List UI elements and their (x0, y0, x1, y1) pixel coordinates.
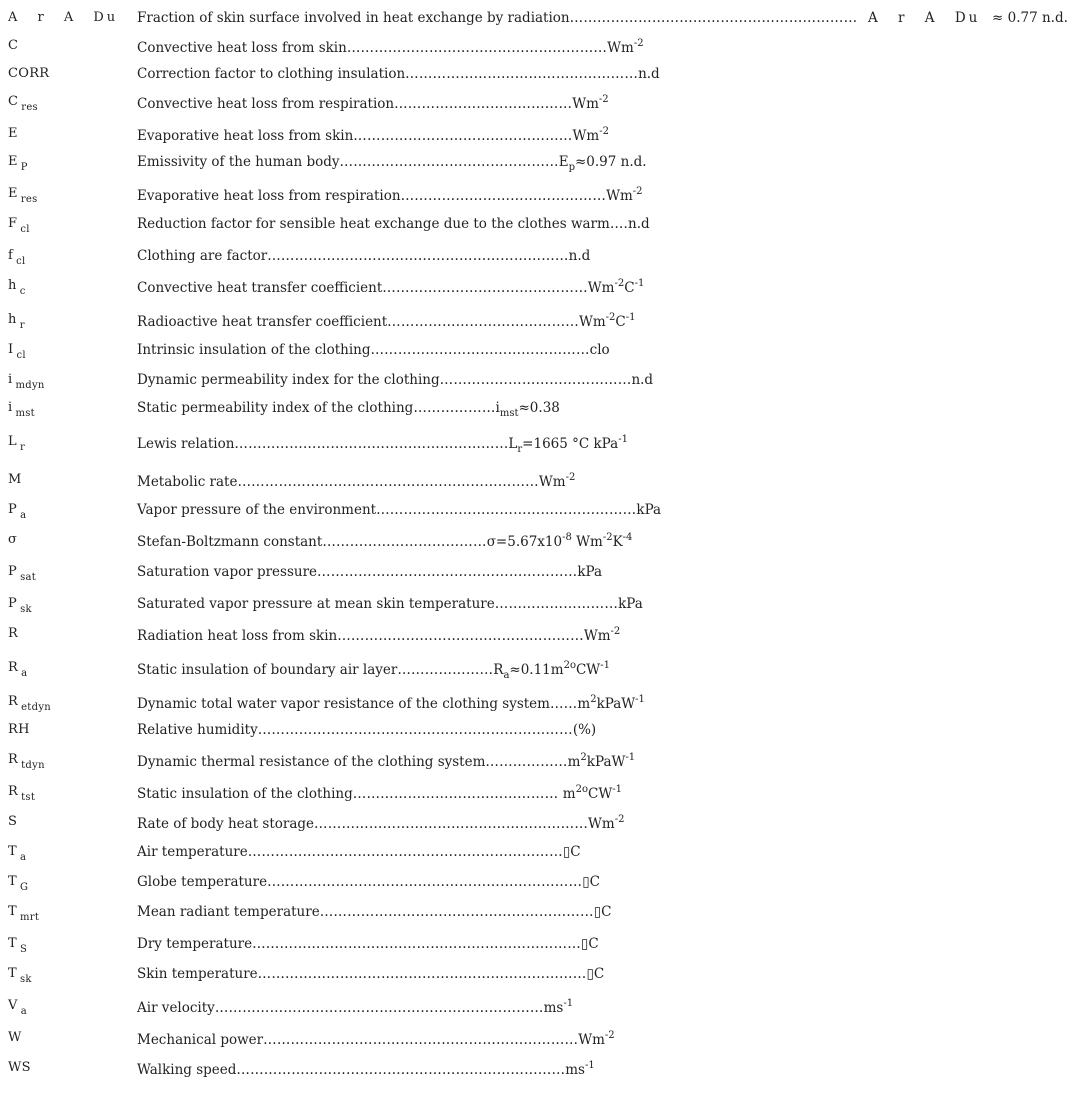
description-text: Dry temperature (137, 936, 253, 952)
description-text: Saturation vapor pressure (137, 564, 318, 580)
unit: $Wm^{-2}$ (588, 814, 625, 832)
description (137, 94, 609, 112)
nomenclature-row (0, 782, 1079, 808)
description-text: Static permeability index of the clothing (137, 400, 414, 416)
unit: $m^2kPaW^{-1}$ (577, 694, 645, 712)
description-text: Correction factor to clothing insulation (137, 66, 406, 82)
symbol (8, 998, 27, 1017)
symbol-main: i (8, 372, 13, 387)
description (137, 844, 581, 860)
nomenclature-row (0, 370, 1079, 396)
unit: $E_p\approx 0.97$ n.d. (558, 154, 647, 173)
nomenclature-row (0, 214, 1079, 240)
nomenclature-row (0, 64, 1079, 90)
description-text: Clothing are factor (137, 248, 268, 264)
symbol (8, 784, 36, 803)
description (137, 596, 643, 612)
leader-dots: …………………………………………………………… (263, 1032, 579, 1048)
symbol-subscript: c (19, 286, 26, 297)
symbol-main: W (8, 1030, 22, 1045)
symbol-subscript: mst (15, 408, 36, 419)
description (137, 904, 611, 920)
nomenclature-row (0, 8, 1079, 34)
symbol (8, 814, 17, 829)
symbol-main: R (8, 784, 19, 799)
description-text: Evaporative heat loss from respiration (137, 188, 401, 204)
description (137, 10, 857, 26)
unit-exponent: -2 (599, 126, 609, 137)
symbol (8, 660, 28, 679)
symbol (8, 722, 30, 737)
description-text: Saturated vapor pressure at mean skin temperature (137, 596, 495, 612)
symbol-main: P (8, 596, 18, 611)
description-text: Static insulation of boundary air layer (137, 662, 398, 678)
description-text: Radiation heat loss from skin (137, 628, 338, 644)
symbol-subscript: sat (20, 572, 37, 583)
symbol (8, 904, 40, 923)
symbol-main: E (8, 154, 18, 169)
unit: n.d (638, 66, 660, 82)
description (137, 998, 573, 1016)
unit: n.d (628, 216, 650, 232)
symbol-main: h (8, 278, 17, 293)
unit: $Wm^{-2}$ (606, 186, 643, 204)
description-text: Air temperature (137, 844, 248, 860)
symbol (8, 342, 26, 361)
leader-dots: …………………………………………………… (319, 904, 594, 920)
symbol-subscript: a (20, 1006, 27, 1017)
symbol-subscript: a (20, 510, 27, 521)
nomenclature-row (0, 996, 1079, 1022)
leader-dots: ……………………………………………… (337, 628, 584, 644)
nomenclature-row (0, 152, 1079, 178)
description (137, 248, 590, 264)
nomenclature-row (0, 340, 1079, 366)
symbol-main: P (8, 564, 18, 579)
description-text: Vapor pressure of the environment (137, 502, 377, 518)
symbol (8, 66, 49, 81)
leader-dots: ……………………… (494, 596, 619, 612)
leader-dots: ………………………………………… (370, 342, 590, 358)
symbol-main: h (8, 312, 17, 327)
description (137, 814, 624, 832)
symbol-main: σ (8, 532, 18, 547)
symbol (8, 752, 45, 771)
description-text: Relative humidity (137, 722, 258, 738)
symbol-subscript: a (19, 852, 27, 863)
symbol (8, 94, 38, 113)
description (137, 472, 575, 490)
nomenclature-row (0, 692, 1079, 718)
symbol (8, 532, 17, 547)
symbol-subscript: P (20, 162, 28, 173)
unit-exponent: -2 (598, 94, 609, 105)
leader-dots: …………………………………………………… (314, 816, 589, 832)
description (137, 38, 644, 56)
unit: kPa (577, 564, 603, 580)
leader-dots: ………………………………………………… (317, 564, 578, 580)
description (137, 216, 650, 232)
leader-dots: ……………… (413, 400, 496, 416)
leader-dots: …………………………………… (439, 372, 632, 388)
unit: kPa (636, 502, 662, 518)
unit: ▯C (580, 936, 599, 952)
leader-dots: ………………………………………… (339, 154, 559, 170)
symbol-main: P (8, 502, 18, 517)
description (137, 278, 644, 296)
unit: $Wm^{-2}C^{-1}$ (587, 278, 645, 296)
description (137, 752, 635, 770)
description (137, 936, 599, 952)
unit: $i_{mst}\approx 0.38$ (495, 400, 560, 419)
symbol (8, 502, 27, 521)
description-text: Air velocity (137, 1000, 215, 1016)
symbol-main: C (8, 94, 19, 109)
description (137, 434, 628, 455)
unit-exponent: -2 (632, 186, 643, 197)
symbol-main: R (8, 752, 19, 767)
description (137, 312, 636, 330)
leader-dots: …… (549, 696, 578, 712)
description (137, 784, 622, 802)
unit: $Wm^{-2}$ (607, 38, 644, 56)
description (137, 186, 643, 204)
symbol-main: L (8, 434, 17, 449)
description-text: Evaporative heat loss from skin (137, 128, 354, 144)
symbol-subscript: cl (20, 224, 30, 235)
description (137, 874, 600, 890)
symbol (8, 472, 22, 487)
description (137, 532, 632, 550)
description-text: Reduction factor for sensible heat exchange due to the clothes warm (137, 216, 610, 232)
unit: ▯C (593, 904, 612, 920)
unit: $Wm^{-2}$ (572, 94, 609, 112)
nomenclature-row (0, 530, 1079, 556)
symbol-subscript: a (21, 668, 28, 679)
description-text: Static insulation of the clothing (137, 786, 353, 802)
leader-dots: ………………………………………………… (346, 40, 608, 56)
leader-dots: ……………… (485, 754, 568, 770)
symbol-main: V (8, 998, 18, 1013)
symbol-subscript: G (19, 882, 29, 893)
symbol-main: S (8, 814, 18, 829)
symbol (8, 1030, 22, 1045)
symbol (8, 874, 29, 893)
symbol-main: WS (8, 1060, 31, 1075)
leader-dots: ………………… (397, 662, 494, 678)
symbol (8, 694, 52, 713)
symbol (8, 312, 25, 331)
symbol-main: CORR (8, 66, 50, 81)
unit: ▯C (586, 966, 605, 982)
symbol-main: T (8, 874, 17, 889)
unit-exponent: -2 (633, 38, 644, 49)
nomenclature-row (0, 934, 1079, 960)
unit-exponent: -2 (604, 1030, 615, 1041)
leader-dots: ………………………………………………………… (237, 474, 539, 490)
description (137, 400, 560, 419)
description (137, 1060, 595, 1078)
symbol (8, 626, 18, 641)
symbol (8, 126, 18, 141)
symbol-main: i (8, 400, 13, 415)
leader-dots: ………………………………………………… (376, 502, 637, 518)
symbol-main: RH (8, 722, 30, 737)
symbol-subscript: etdyn (21, 702, 52, 713)
description-text: Mechanical power (137, 1032, 264, 1048)
description (137, 372, 653, 388)
leader-dots: …………………………………………………………… (257, 722, 573, 738)
nomenclature-row (0, 500, 1079, 526)
symbol (8, 844, 27, 863)
symbol (8, 186, 38, 205)
symbol-main: T (8, 936, 17, 951)
symbol-subscript: r (19, 442, 26, 453)
unit-exponent: -1 (563, 998, 574, 1009)
leader-dots: …………………………………………………… (234, 436, 509, 452)
nomenclature-row (0, 1028, 1079, 1054)
description-text: Dynamic thermal resistance of the clothing system (137, 754, 486, 770)
symbol-main: T (8, 844, 17, 859)
description-text: Convective heat loss from skin (137, 40, 347, 56)
symbol-main: E (8, 126, 18, 141)
description (137, 1030, 615, 1048)
symbol (8, 434, 26, 453)
unit: (%) (572, 722, 597, 738)
unit: n.d (631, 372, 654, 388)
symbol-subscript: cl (16, 350, 26, 361)
symbol-main: R (8, 626, 19, 641)
description-text: Fraction of skin surface involved in heat exchange by radiation (137, 10, 570, 26)
description-text: Dynamic total water vapor resistance of the clothing system (137, 696, 550, 712)
leader-dots: ……………………………………… (352, 786, 563, 802)
symbol-main: R (8, 660, 19, 675)
symbol-subscript: sk (20, 604, 32, 615)
symbol-subscript: tdyn (21, 760, 45, 771)
nomenclature-row (0, 964, 1079, 990)
unit: n.d (568, 248, 591, 264)
description-text: Globe temperature (137, 874, 268, 890)
description (137, 502, 661, 518)
description (137, 154, 647, 173)
leader-dots: …. (609, 216, 629, 232)
description-text: Skin temperature (137, 966, 258, 982)
leader-dots: ……………………………………………………… (569, 10, 858, 26)
unit: ▯C (582, 874, 600, 890)
symbol-subscript: res (21, 102, 38, 113)
description (137, 626, 620, 644)
unit: $Wm^{-2}C^{-1}$ (578, 312, 636, 330)
nomenclature-row (0, 812, 1079, 838)
symbol-main: T (8, 966, 17, 981)
unit: $ms^{-1}$ (543, 998, 574, 1016)
nomenclature-row (0, 184, 1079, 210)
leader-dots: …………………………………………… (405, 66, 639, 82)
symbol (8, 278, 26, 297)
symbol (8, 216, 30, 235)
description (137, 66, 660, 82)
nomenclature-row (0, 470, 1079, 496)
nomenclature-row (0, 310, 1079, 336)
symbol-subscript: tst (21, 792, 36, 803)
description (137, 722, 596, 738)
nomenclature-row (0, 842, 1079, 868)
unit: kPa (618, 596, 643, 612)
nomenclature-row (0, 92, 1079, 118)
description-text: Dynamic permeability index for the clothing (137, 372, 440, 388)
description-text: Metabolic rate (137, 474, 238, 490)
symbol-main: f (8, 248, 14, 263)
symbol-main: I (8, 342, 14, 357)
unit: $ms^{-1}$ (565, 1060, 595, 1078)
leader-dots: ……………………………………… (382, 280, 588, 296)
description-text: Radioactive heat transfer coefficient (137, 314, 388, 330)
nomenclature-row (0, 720, 1079, 746)
unit-exponent: -1 (584, 1060, 595, 1071)
symbol (8, 372, 45, 391)
description-text: Intrinsic insulation of the clothing (137, 342, 371, 358)
symbol (8, 596, 32, 615)
unit: $Wm^{-2}$ (538, 472, 576, 490)
unit: $\sigma=5.67x10^{-8}$ $Wm^{-2}K^{-4}$ (486, 532, 633, 550)
leader-dots: …………………………………………………………… (247, 844, 563, 860)
leader-dots: ……………………………………………………………… (257, 966, 587, 982)
symbol-subscript: res (20, 194, 38, 205)
nomenclature-row (0, 398, 1079, 424)
description-text: Emissivity of the human body (137, 154, 340, 170)
symbol-main: T (8, 904, 17, 919)
nomenclature-row (0, 1058, 1079, 1084)
unit: $Wm^{-2}$ (578, 1030, 615, 1048)
description-text: Stefan-Boltzmann constant (137, 534, 323, 550)
symbol (8, 38, 18, 53)
unit: clo (589, 342, 610, 358)
nomenclature-row (0, 562, 1079, 588)
leader-dots: ……………………………………… (400, 188, 607, 204)
symbol-subscript: r (19, 320, 25, 331)
nomenclature-row (0, 246, 1079, 272)
symbol-main: E (8, 186, 18, 201)
description-text: Rate of body heat storage (137, 816, 315, 832)
leader-dots: ……………………………… (322, 534, 487, 550)
symbol-subscript: S (19, 944, 28, 955)
symbol (8, 966, 32, 985)
unit: $L_r=1665$ °C kPa$^{-1}$ (508, 434, 628, 455)
nomenclature-row (0, 750, 1079, 776)
nomenclature-row (0, 276, 1079, 302)
nomenclature-row (0, 594, 1079, 620)
description-text: Walking speed (137, 1062, 237, 1078)
ratio-symbol: A r A Du (868, 10, 981, 26)
nomenclature-row (0, 658, 1079, 684)
symbol (8, 400, 36, 419)
symbol-main: A r A Du (8, 10, 119, 25)
description-text: Lewis relation (137, 436, 235, 452)
description (137, 126, 609, 144)
leader-dots: ……………………………………………………………… (236, 1062, 566, 1078)
description-text: Mean radiant temperature (137, 904, 320, 920)
leader-dots: …………………………………………………………… (267, 874, 583, 890)
description (137, 564, 602, 580)
nomenclature-row (0, 432, 1079, 458)
symbol-main: F (8, 216, 18, 231)
leader-dots: ………………………………………… (353, 128, 573, 144)
symbol (8, 564, 37, 583)
nomenclature-row (0, 36, 1079, 62)
leader-dots: ………………………………… (394, 96, 573, 112)
unit: $m^2kPaW^{-1}$ (567, 752, 636, 770)
description (137, 342, 610, 358)
nomenclature-row (0, 624, 1079, 650)
leader-dots: ……………………………………………………………… (252, 936, 581, 952)
unit: $R_a\approx 0.11m^{2o}CW^{-1}$ (493, 660, 610, 681)
unit: $Wm^{-2}$ (572, 126, 609, 144)
unit: ▯C (562, 844, 581, 860)
description (137, 694, 645, 712)
symbol (8, 10, 118, 25)
symbol-subscript: cl (16, 256, 26, 267)
symbol (8, 248, 26, 267)
symbol-subscript: mrt (19, 912, 40, 923)
leader-dots: ………………………………………………………… (267, 248, 569, 264)
symbol (8, 936, 28, 955)
description-text: Convective heat transfer coefficient (137, 280, 383, 296)
symbol-subscript: mdyn (15, 380, 45, 391)
unit-exponent: -2 (610, 626, 621, 637)
nomenclature-row (0, 872, 1079, 898)
symbol (8, 154, 28, 173)
description (137, 660, 610, 681)
unit-exponent: -2 (614, 814, 625, 825)
symbol-main: M (8, 472, 22, 487)
ratio-value: ≈ 0.77 n.d. (992, 10, 1068, 26)
unit-exponent: -2 (565, 472, 576, 483)
symbol-subscript: sk (19, 974, 32, 985)
symbol (8, 1060, 31, 1075)
nomenclature-row (0, 124, 1079, 150)
unit: $m^{2o}CW^{-1}$ (562, 784, 622, 802)
nomenclature-row (0, 902, 1079, 928)
symbol-main: R (8, 694, 19, 709)
description-text: Convective heat loss from respiration (137, 96, 395, 112)
leader-dots: …………………………………… (387, 314, 579, 330)
description (137, 966, 604, 982)
leader-dots: ……………………………………………………………… (214, 1000, 544, 1016)
symbol-main: C (8, 38, 19, 53)
unit: $Wm^{-2}$ (583, 626, 621, 644)
